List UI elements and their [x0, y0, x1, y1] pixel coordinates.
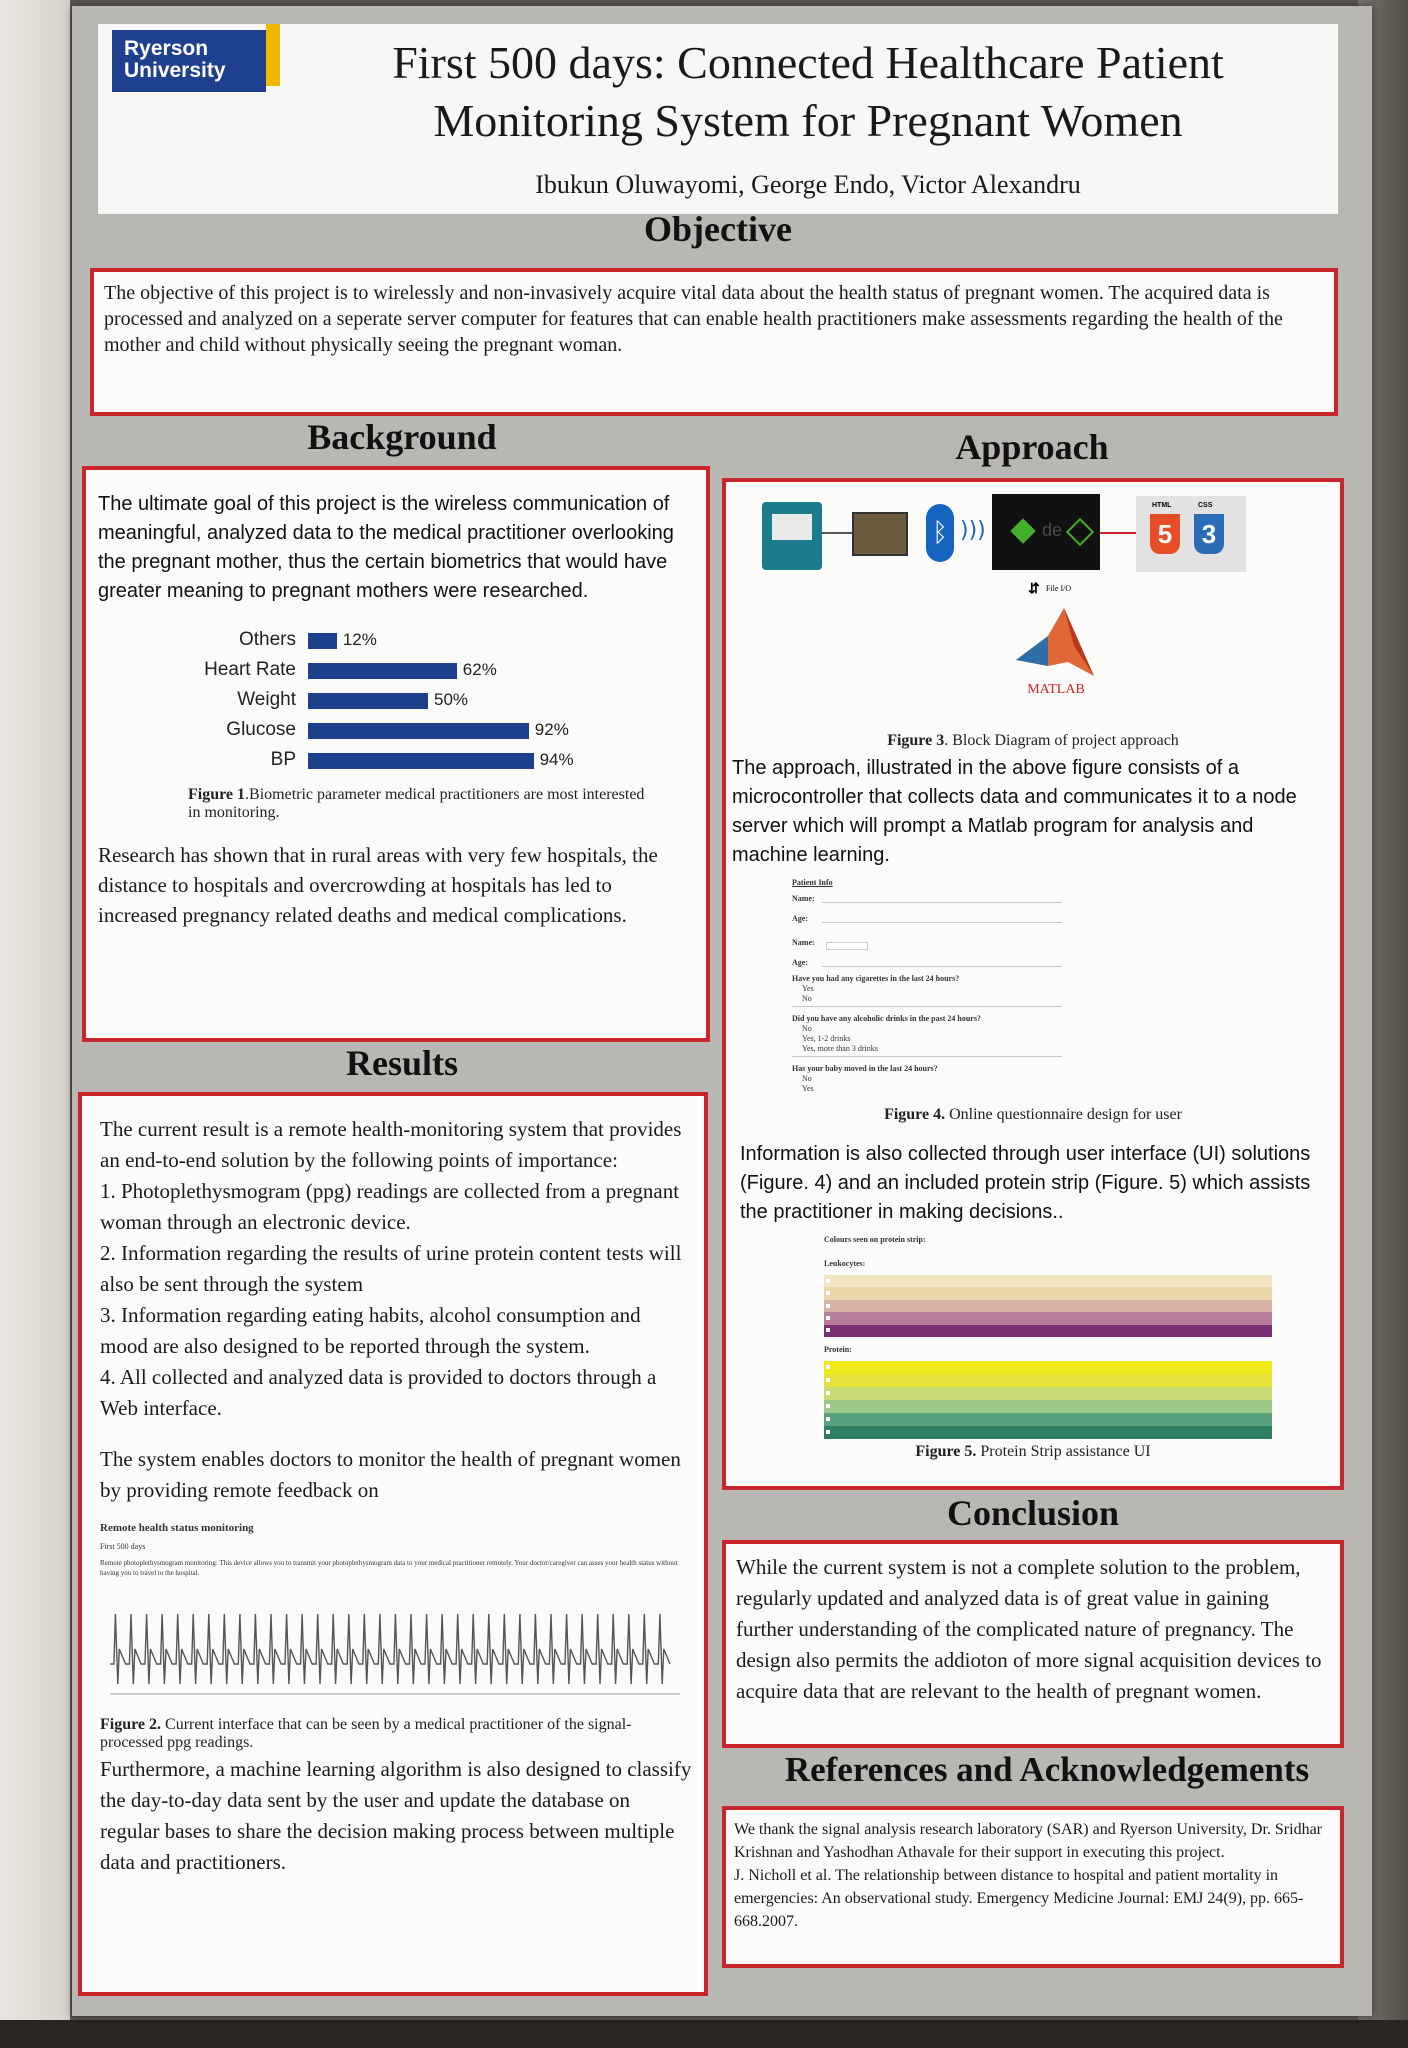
nodejs-icon: de [992, 494, 1100, 570]
reference-1: J. Nicholl et al. The relationship between distance to hospital and patient mortality in emergencies: An observational study. Emergency Medicine Journal: EMJ 24(9), pp. 665-668.2007. [734, 1867, 1304, 1930]
figure-3-label: Figure 3 [887, 732, 945, 749]
chart-row [158, 718, 598, 744]
authors: Ibukun Oluwayomi, George Endo, Victor Alexandru [535, 170, 1081, 199]
title-line-1: First 500 days: Connected Healthcare Patient [392, 37, 1224, 88]
strip-checkbox[interactable] [826, 1316, 830, 1320]
screenshot-title: Remote health status monitoring [100, 1522, 254, 1534]
strip-checkbox[interactable] [826, 1291, 830, 1295]
figure-5-caption-text: Protein Strip assistance UI [976, 1443, 1151, 1460]
leukocytes-color-strip [824, 1275, 1272, 1337]
screenshot-description: Remote photoplethysmogram monitoring: This device allows you to transmit your photoplethysmogram data to your medical practitioner remotely. Your doctor/caregiver can asses your health status without having you to travel to the hospital. [100, 1559, 678, 1577]
results-point-1: 1. Photoplethysmogram (ppg) readings are collected from a pregnant woman through an electronic device. [100, 1179, 680, 1234]
chart-category-label: Others [238, 629, 296, 650]
chart-row [158, 688, 598, 714]
chart-value-label: 94% [539, 750, 574, 769]
chart-bar [308, 723, 529, 739]
chart-row [158, 748, 598, 774]
name-field[interactable] [826, 942, 868, 950]
background-text-2: Research has shown that in rural areas with very few hospitals, the distance to hospitals and overcrowding at hospitals has led to increased pregnancy related deaths and medical complications. [98, 843, 658, 927]
university-logo [112, 30, 266, 92]
questionnaire-screenshot [792, 878, 1272, 1110]
figure-4-label: Figure 4. [884, 1106, 946, 1123]
leukocytes-color-swatch[interactable] [824, 1287, 1272, 1299]
figure-4-caption-text: Online questionnaire design for user [945, 1106, 1182, 1123]
leukocytes-color-swatch[interactable] [824, 1325, 1272, 1337]
protein-color-swatch[interactable] [824, 1426, 1272, 1439]
protein-color-swatch[interactable] [824, 1374, 1272, 1387]
poster [72, 6, 1372, 2016]
references-box [722, 1806, 1344, 1968]
figure-2-caption-text: Current interface that can be seen by a medical practitioner of the signal-processed ppg readings. [100, 1716, 632, 1751]
results-text-3: Furthermore, a machine learning algorithm is also designed to classify the day-to-day data sent by the user and update the database on regular bases to share the decision making process between multiple data and practitioners. [100, 1757, 692, 1874]
protein-color-swatch[interactable] [824, 1400, 1272, 1413]
chart-row [158, 628, 598, 654]
leukocytes-color-swatch[interactable] [824, 1275, 1272, 1287]
q2-option-1-2[interactable]: Yes, 1-2 drinks [802, 1034, 851, 1043]
chart-bar [308, 663, 457, 679]
floor-strip [0, 2020, 1408, 2048]
questionnaire-name-2: Name: [792, 938, 815, 947]
figure-1-caption-text: .Biometric parameter medical practitioners are most interested in monitoring. [188, 786, 645, 821]
file-io-arrows-icon: ⇵ [1028, 580, 1040, 596]
figure-2-label: Figure 2. [100, 1716, 162, 1733]
bluetooth-icon: ᛒ [926, 504, 954, 562]
logo-line-1: Ryerson [124, 37, 209, 60]
html-css-icon-group [1136, 496, 1246, 572]
results-text-2: The system enables doctors to monitor the health of pregnant women by providing remote feedback on [100, 1447, 681, 1502]
protein-color-strip [824, 1361, 1272, 1439]
approach-box [722, 478, 1344, 1490]
matlab-label: MATLAB [1027, 682, 1085, 697]
logo-line-2: University [124, 59, 226, 82]
references-heading: References and Acknowledgements [784, 1750, 1310, 1789]
figure-2-caption [100, 1716, 692, 1752]
chart-value-label: 12% [342, 630, 377, 649]
chart-value-label: 50% [434, 690, 469, 709]
approach-text-2: Information is also collected through user interface (UI) solutions (Figure. 4) and an included protein strip (Figure. 5) which assists the practitioner in making decisions.. [740, 1143, 1311, 1223]
objective-box [90, 268, 1338, 416]
biometric-bar-chart [158, 628, 694, 778]
results-intro: The current result is a remote health-monitoring system that provides an end-to-end solution by the following points of importance: [100, 1117, 682, 1172]
strip-checkbox[interactable] [826, 1404, 830, 1408]
strip-checkbox[interactable] [826, 1328, 830, 1332]
protein-color-swatch[interactable] [824, 1387, 1272, 1400]
strip-checkbox[interactable] [826, 1365, 830, 1369]
screenshot-subtitle: First 500 days [100, 1542, 146, 1551]
css3-label: CSS [1198, 502, 1213, 509]
q1-option-yes[interactable]: Yes [802, 984, 814, 993]
title-line-2: Monitoring System for Pregnant Women [433, 95, 1183, 146]
questionnaire-age-1: Age: [792, 914, 808, 923]
chart-bar [308, 753, 534, 769]
html5-icon: 5 [1150, 514, 1180, 554]
arrow-line [1100, 532, 1136, 534]
background-heading: Background [307, 417, 497, 457]
questionnaire-title: Patient Info [792, 878, 833, 887]
figure-1-caption [138, 786, 654, 822]
ppg-waveform [110, 1594, 690, 1704]
strip-checkbox[interactable] [826, 1417, 830, 1421]
approach-text-1: The approach, illustrated in the above figure consists of a microcontroller that collects data and communicates it to a node server which will prompt a Matlab program for analysis and machine learning. [732, 757, 1297, 866]
signal-waves-icon: ))) [960, 518, 986, 543]
protein-label: Protein: [824, 1345, 852, 1354]
results-box [78, 1092, 708, 1996]
protein-strip-title: Colours seen on protein strip: [824, 1235, 926, 1244]
poster-header [98, 24, 1338, 214]
background-intro: The ultimate goal of this project is the wireless communication of meaningful, analyzed data to the medical practitioner overlooking the pregnant mother, thus the certain biometrics that would have greater meaning to pregnant mothers were researched. [98, 493, 674, 602]
css3-icon: 3 [1194, 514, 1224, 554]
leukocytes-label: Leukocytes: [824, 1259, 866, 1268]
strip-checkbox[interactable] [826, 1430, 830, 1434]
conclusion-heading: Conclusion [946, 1493, 1120, 1533]
chart-category-label: Weight [237, 689, 296, 710]
ppg-interface-screenshot [100, 1514, 692, 1716]
q2-option-3-plus[interactable]: Yes, more than 3 drinks [802, 1044, 878, 1053]
connector-line [822, 532, 852, 534]
acknowledgements-text: We thank the signal analysis research laboratory (SAR) and Ryerson University, Dr. Sridhar Krishnan and Yashodhan Athavale for their support in executing this project. [734, 1821, 1322, 1861]
chart-category-label: Heart Rate [204, 659, 296, 680]
results-point-4: 4. All collected and analyzed data is provided to doctors through a Web interface. [100, 1365, 657, 1420]
question-1: Have you had any cigarettes in the last 24 hours? [792, 974, 960, 983]
questionnaire-name-1: Name: [792, 894, 815, 903]
objective-heading: Objective [644, 209, 792, 249]
approach-heading: Approach [955, 427, 1109, 467]
question-2: Did you have any alcoholic drinks in the past 24 hours? [792, 1014, 981, 1023]
results-point-3: 3. Information regarding eating habits, alcohol consumption and mood are also designed to be reported through the system. [100, 1303, 641, 1358]
figure-5-label: Figure 5. [915, 1443, 977, 1460]
results-heading: Results [345, 1043, 458, 1083]
results-point-2: 2. Information regarding the results of urine protein content tests will also be sent through the system [100, 1241, 682, 1296]
q2-option-no[interactable]: No [802, 1024, 812, 1033]
chart-category-label: Glucose [226, 719, 296, 740]
strip-checkbox[interactable] [826, 1378, 830, 1382]
figure-5-caption [732, 1443, 1334, 1461]
chart-bar [308, 693, 428, 709]
protein-color-swatch[interactable] [824, 1413, 1272, 1426]
ppg-signal-line [110, 1614, 670, 1684]
arduino-icon [762, 502, 822, 570]
matlab-logo-icon [1008, 606, 1098, 682]
wall-left [0, 0, 70, 2048]
q3-option-no[interactable]: No [802, 1074, 812, 1083]
chart-row [158, 658, 598, 684]
figure-3-caption-text: . Block Diagram of project approach [944, 732, 1179, 749]
strip-checkbox[interactable] [826, 1391, 830, 1395]
sensor-board-icon [852, 512, 908, 556]
figure-1-label: Figure 1 [188, 786, 246, 803]
strip-checkbox[interactable] [826, 1279, 830, 1283]
block-diagram [732, 482, 1334, 742]
chart-category-label: BP [270, 749, 296, 770]
questionnaire-age-2: Age: [792, 958, 808, 967]
html5-label: HTML [1152, 502, 1172, 509]
poster-title [278, 34, 1338, 150]
leukocytes-color-swatch[interactable] [824, 1300, 1272, 1312]
conclusion-box [722, 1540, 1344, 1748]
chart-value-label: 62% [462, 660, 497, 679]
question-3: Has your baby moved in the last 24 hours? [792, 1064, 938, 1073]
q3-option-yes[interactable]: Yes [802, 1084, 814, 1093]
background-box [82, 466, 710, 1042]
objective-text: The objective of this project is to wirelessly and non-invasively acquire vital data about the health status of pregnant women. The acquired data is processed and analyzed on a seperate server computer for features that can enable health practitioners make assessments regarding the health of the mother and child without physically seeing the pregnant woman. [104, 282, 1283, 356]
leukocytes-color-swatch[interactable] [824, 1312, 1272, 1324]
file-io-label: File I/O [1046, 584, 1072, 593]
protein-strip-ui [824, 1231, 1272, 1441]
chart-value-label: 92% [534, 720, 569, 739]
chart-bar [308, 633, 337, 649]
q1-option-no[interactable]: No [802, 994, 812, 1003]
protein-color-swatch[interactable] [824, 1361, 1272, 1374]
strip-checkbox[interactable] [826, 1304, 830, 1308]
conclusion-text: While the current system is not a complete solution to the problem, regularly updated and analyzed data is of great value in gaining further understanding of the complicated nature of pregnancy. The design also permits the addioton of more signal acquisition devices to acquire data that are relevant to the health of pregnant women. [736, 1555, 1322, 1703]
